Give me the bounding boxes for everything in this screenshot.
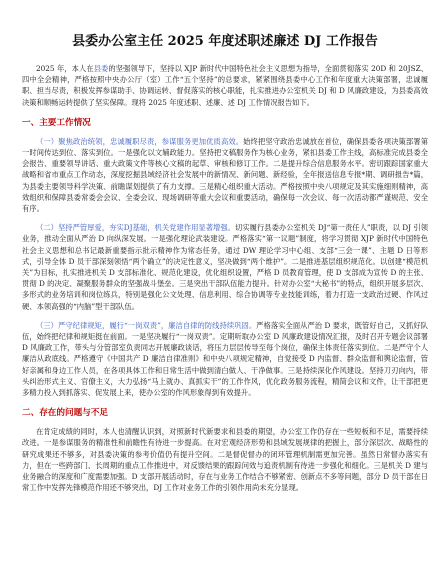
subsection-2	[22, 222, 428, 312]
subsection-body-2: 切实履行县委办公室机关 DJ“第一责任人”职责，以 DJ 引领业务，推动全面从严治 D 向纵深发展。一是强化理论武装建设。严格落实“第一议题”制度，将学习贯彻 XJP 新时代中国特色社会主义思想和总书记最新重要指示批示精神作为常态任务，通过 DW 理论学习中心组、支部“三会一课”、主题 D 日等形式，引导全体 D 员干部深刻领悟“两个确立”的决定性意义，坚决做到“两个维护”。二是推进基层组织规范化。以创建“模范机关”为目标，扎实推进机关 D 支部标准化、规范化建设，优化组织设置，严格 D 员教育管理，使 D 支部成为宣传 D 的主张、贯彻 D 的决定、凝聚服务群众的坚强战斗堡垒。三是突出干部队伍能力提升。针对办公室“大秘书”的特点，组织开展多层次、多形式的业务培训和岗位练兵，特别是强化公文处理、信息利用、综合协调等专业技能训练，着力打造一支政治过硬、作风过硬、本领高强的“内脑”型干部队伍。	[22, 223, 429, 311]
problems-paragraph: 在肯定成绩的同时，本人也清醒认识到，对照新时代新要求和县委的期望，办公室工作仍存在一些短板和不足，需要持续改进。一是参谋服务的精准性和前瞻性有待进一步提高。在对宏观经济形势和县域发展规律的把握上，部分深层次、战略性的研究成果还不够多，对县委决策的参考价值仍有提升空间。二是督促督办的闭环管理机制需更加完善。虽然日常督办落实有力，但在一些跨部门、长周期的重点工作推进中，对反馈结果的跟踪问效与追责机制有待进一步强化和细化。三是机关 D 建与业务融合的深度和广度需要加强。D 支部开展活动时，存在与业务工作结合不够紧密、创新点不多等问题，部分 D 员干部在日常工作中发挥先锋模范作用还不够突出，DJ 工作对业务工作的引领作用尚未充分显现。	[22, 427, 428, 493]
intro-paragraph	[22, 63, 428, 108]
subsection-body-1: 始终把坚守政治忠诚放在首位，确保县委各项决策部署第一时间传达到位、落实到位。一是强化以文辅政能力。坚持把文稿服务作为核心业务，紧扣县委工作主线，高标准完成县委全会报告、重要领导讲话、重大政策文件等核心文稿的起草、审核和修订工作。二是提升综合信息服务水平。密切跟踪国家重大战略和省市重点工作动态，深度挖掘县域经济社会发展中的新情况、新问题、新经验，全年报送信息专报*期、调研报告*篇，为县委主要领导科学决策、前瞻谋划提供了有力支撑。三是精心组织重大活动。严格按照中央八项规定及其实施细则精神，高效组织和保障县委常委会会议、全委会议、现场调研等重大会议和重要活动，确保每一次会议、每一次活动都严谨规范、安全有序。	[22, 136, 429, 214]
subsection-heading-2: （二）坚持严管厚爱，夯实DJ基础，机关党建作用显著增强。	[36, 223, 236, 233]
intro-link[interactable]: 县委	[93, 64, 109, 73]
subsection-3	[22, 320, 428, 398]
subsection-body-3: 严格落实全面从严治 D 要求，既管好自己，又抓好队伍，始终把纪律和规矩挺在前面。一是坚决履行“一岗双责”。定期听取办公室 D 风廉政建设情况汇报，及时召开专题会议部署 D 风廉政工作，带头与分管部室负责同志开展廉政谈话，将压力层层传导至每个岗位，确保主体责任落实到位。二是严守个人廉洁从政底线。严格遵守《中国共产 D 廉洁自律准则》和中央八项规定精神，自觉接受 D 内监督、群众监督和舆论监督，管好亲属和身边工作人员，在各项具体工作和日常生活中做到清白做人、干净做事。三是持续深化作风建设。坚持刀刃向内，带头纠治形式主义、官僚主义，大力弘扬“马上就办、真抓实干”的工作作风，优化政务服务流程，精简会议和文件，让干部把更多精力投入到抓落实、促发展上来，使办公室的作风形象得到有效提升。	[22, 320, 428, 398]
subsection-1	[22, 136, 428, 214]
subsection-heading-1: （一）聚焦政治统领，忠诚履职尽责，参谋服务更加优质高效。	[36, 136, 244, 146]
section-heading-2: 二、存在的问题与不足	[22, 408, 108, 419]
intro-text-rest: 的坚强领导下，坚持以 XJP 新时代中国特色社会主义思想为指导，全面贯彻落实 20D 和 20JSZ、四中全会精神，严格按照中央办公厅（室）工作“五个坚持”的总要求，紧紧围绕县委中心工作和年度重大决策部署，忠诚履职、担当尽责，积极发挥参谋助手、协调运转、督促落实的核心职能，扎实推进办公室机关 DJ 和 D 风廉政建设，为县委高效决策和顺畅运转提供了坚实保障。现将 2025 年度述职、述廉、述 DJ 工作情况报告如下。	[22, 64, 428, 107]
page-title: 县委办公室主任 2025 年度述职述廉述 DJ 工作报告	[72, 34, 378, 49]
section-heading-1: 一、主要工作情况	[22, 117, 91, 128]
subsection-heading-3: （三）严守纪律规矩，履行“一岗双责”，廉洁自律的防线持续巩固。	[36, 320, 257, 330]
intro-text-start: 2025 年，本人在	[36, 64, 94, 73]
